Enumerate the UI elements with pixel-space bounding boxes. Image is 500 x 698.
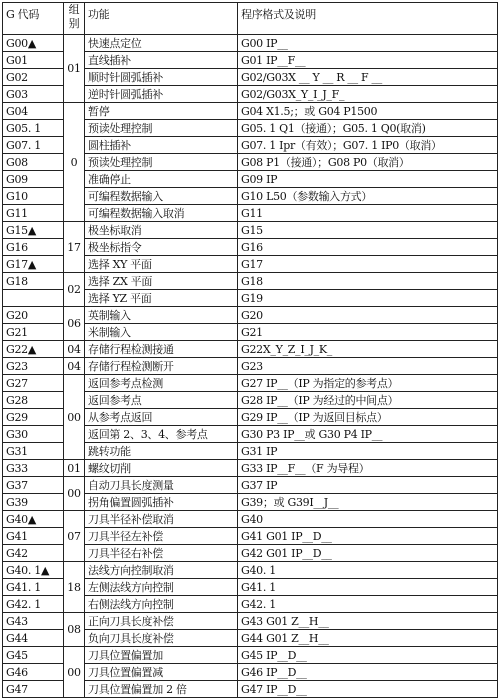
g-code-table [2,2,498,698]
group-cell: 17 [64,222,85,273]
format-cell: G16 [238,239,498,256]
g-code-cell: G40. 1▲ [3,562,64,579]
g-code-cell: G46 [3,664,64,681]
format-cell: G29 IP__（IP 为返回目标点） [238,409,498,426]
g-code-cell: G41 [3,528,64,545]
table-row [3,511,498,528]
format-cell: G31 IP [238,443,498,460]
g-code-cell: G45 [3,647,64,664]
format-cell: G37 IP [238,477,498,494]
g-code-cell: G40▲ [3,511,64,528]
group-cell: 08 [64,613,85,647]
function-cell: 可编程数据输入 [85,188,238,205]
format-cell: G43 G01 Z__H__ [238,613,498,630]
group-cell: 02 [64,273,85,307]
function-cell: 刀具位置偏置减 [85,664,238,681]
g-code-cell: G23 [3,358,64,375]
format-cell: G17 [238,256,498,273]
function-cell: 选择 ZX 平面 [85,273,238,290]
format-cell: G40. 1 [238,562,498,579]
format-cell: G46 IP__D__ [238,664,498,681]
function-cell: 刀具半径右补偿 [85,545,238,562]
g-code-cell: G33 [3,460,64,477]
function-cell: 选择 YZ 平面 [85,290,238,307]
format-cell: G44 G01 Z__H__ [238,630,498,647]
format-cell: G39；或 G39I__J__ [238,494,498,511]
table-row [3,341,498,358]
format-cell: G33 IP__F__（F 为导程） [238,460,498,477]
group-cell: 06 [64,307,85,341]
table-row [3,35,498,52]
table-row [3,103,498,120]
g-code-cell: G30 [3,426,64,443]
function-cell: 逆时针圆弧插补 [85,86,238,103]
group-cell: 07 [64,511,85,562]
function-cell: 正向刀具长度补偿 [85,613,238,630]
table-row [3,358,498,375]
g-code-cell: G21 [3,324,64,341]
g-code-cell: G22▲ [3,341,64,358]
group-cell: 01 [64,460,85,477]
group-cell: 04 [64,358,85,375]
function-cell: 存储行程检测接通 [85,341,238,358]
g-code-cell: G27 [3,375,64,392]
format-cell: G04 X1.5;；或 G04 P1500 [238,103,498,120]
function-cell: 暂停 [85,103,238,120]
format-cell: G18 [238,273,498,290]
g-code-cell: G31 [3,443,64,460]
function-cell: 可编程数据输入取消 [85,205,238,222]
format-cell: G01 IP__F__ [238,52,498,69]
function-cell: 极坐标取消 [85,222,238,239]
function-cell: 负向刀具长度补偿 [85,630,238,647]
g-code-cell: G42. 1 [3,596,64,613]
g-code-cell: G07. 1 [3,137,64,154]
function-cell: 返回参考点 [85,392,238,409]
function-cell: 刀具位置偏置加 2 倍 [85,681,238,698]
function-cell: 左侧法线方向控制 [85,579,238,596]
format-cell: G09 IP [238,171,498,188]
g-code-cell: G37 [3,477,64,494]
format-cell: G07. 1 Ipr（有效）；G07. 1 IP0（取消） [238,137,498,154]
format-cell: G11 [238,205,498,222]
format-cell: G23 [238,358,498,375]
group-column-header: 组别 [64,3,85,35]
function-cell: 直线插补 [85,52,238,69]
g-code-table-body [3,35,498,698]
group-cell: 00 [64,375,85,460]
g-code-cell: G18 [3,273,64,290]
function-cell: 存储行程检测断开 [85,358,238,375]
g-code-cell: G20 [3,307,64,324]
function-column-header: 功能 [85,3,238,35]
g-code-cell: G43 [3,613,64,630]
g-code-cell [3,290,64,307]
format-cell: G42 G01 IP__D__ [238,545,498,562]
format-cell: G02/G03X __ Y __ R __ F __ [238,69,498,86]
header-row [3,3,498,35]
format-cell: G00 IP__ [238,35,498,52]
function-cell: 拐角偏置圆弧插补 [85,494,238,511]
format-cell: G22X_Y_Z_I_J_K_ [238,341,498,358]
g-code-cell: G09 [3,171,64,188]
function-cell: 法线方向控制取消 [85,562,238,579]
function-cell: 英制输入 [85,307,238,324]
format-cell: G41. 1 [238,579,498,596]
table-row [3,477,498,494]
group-cell: 00 [64,647,85,698]
function-cell: 米制输入 [85,324,238,341]
function-cell: 快速点定位 [85,35,238,52]
g-code-cell: G04 [3,103,64,120]
function-cell: 从参考点返回 [85,409,238,426]
table-row [3,647,498,664]
function-cell: 返回参考点检测 [85,375,238,392]
g-code-cell: G15▲ [3,222,64,239]
g-code-cell: G03 [3,86,64,103]
function-cell: 刀具半径补偿取消 [85,511,238,528]
table-row [3,613,498,630]
g-code-cell: G29 [3,409,64,426]
format-cell: G05. 1 Q1（接通）；G05. 1 Q0(取消) [238,120,498,137]
g-code-cell: G28 [3,392,64,409]
function-cell: 预读处理控制 [85,120,238,137]
format-cell: G41 G01 IP__D__ [238,528,498,545]
group-cell: 00 [64,477,85,511]
g-code-cell: G05. 1 [3,120,64,137]
function-cell: 准确停止 [85,171,238,188]
group-cell: 0 [64,103,85,222]
group-cell: 18 [64,562,85,613]
table-row [3,307,498,324]
format-cell: G40 [238,511,498,528]
g-code-cell: G42 [3,545,64,562]
g-code-cell: G39 [3,494,64,511]
function-cell: 圆柱插补 [85,137,238,154]
format-cell: G42. 1 [238,596,498,613]
format-cell: G45 IP__D__ [238,647,498,664]
code-column-header: G 代码 [3,3,64,35]
table-row [3,562,498,579]
function-cell: 刀具半径左补偿 [85,528,238,545]
format-cell: G08 P1（接通）；G08 P0（取消） [238,154,498,171]
function-cell: 极坐标指令 [85,239,238,256]
g-code-cell: G08 [3,154,64,171]
g-code-cell: G10 [3,188,64,205]
format-cell: G15 [238,222,498,239]
g-code-cell: G02 [3,69,64,86]
function-cell: 选择 XY 平面 [85,256,238,273]
group-cell: 01 [64,35,85,103]
g-code-cell: G41. 1 [3,579,64,596]
format-column-header: 程序格式及说明 [238,3,498,35]
table-row [3,273,498,290]
table-row [3,375,498,392]
function-cell: 自动刀具长度测量 [85,477,238,494]
format-cell: G20 [238,307,498,324]
table-row [3,222,498,239]
function-cell: 刀具位置偏置加 [85,647,238,664]
g-code-cell: G44 [3,630,64,647]
group-cell: 04 [64,341,85,358]
g-code-cell: G01 [3,52,64,69]
function-cell: 跳转功能 [85,443,238,460]
g-code-cell: G00▲ [3,35,64,52]
format-cell: G19 [238,290,498,307]
g-code-cell: G47 [3,681,64,698]
function-cell: 顺时针圆弧插补 [85,69,238,86]
g-code-cell: G16 [3,239,64,256]
format-cell: G02/G03X_Y_I_J_F_ [238,86,498,103]
format-cell: G27 IP__（IP 为指定的参考点） [238,375,498,392]
g-code-cell: G17▲ [3,256,64,273]
function-cell: 返回第 2、3、4、参考点 [85,426,238,443]
format-cell: G21 [238,324,498,341]
format-cell: G30 P3 IP__或 G30 P4 IP__ [238,426,498,443]
function-cell: 预读处理控制 [85,154,238,171]
function-cell: 螺纹切削 [85,460,238,477]
format-cell: G10 L50（参数输入方式） [238,188,498,205]
format-cell: G47 IP__D__ [238,681,498,698]
g-code-cell: G11 [3,205,64,222]
function-cell: 右侧法线方向控制 [85,596,238,613]
format-cell: G28 IP__（IP 为经过的中间点） [238,392,498,409]
table-row [3,460,498,477]
